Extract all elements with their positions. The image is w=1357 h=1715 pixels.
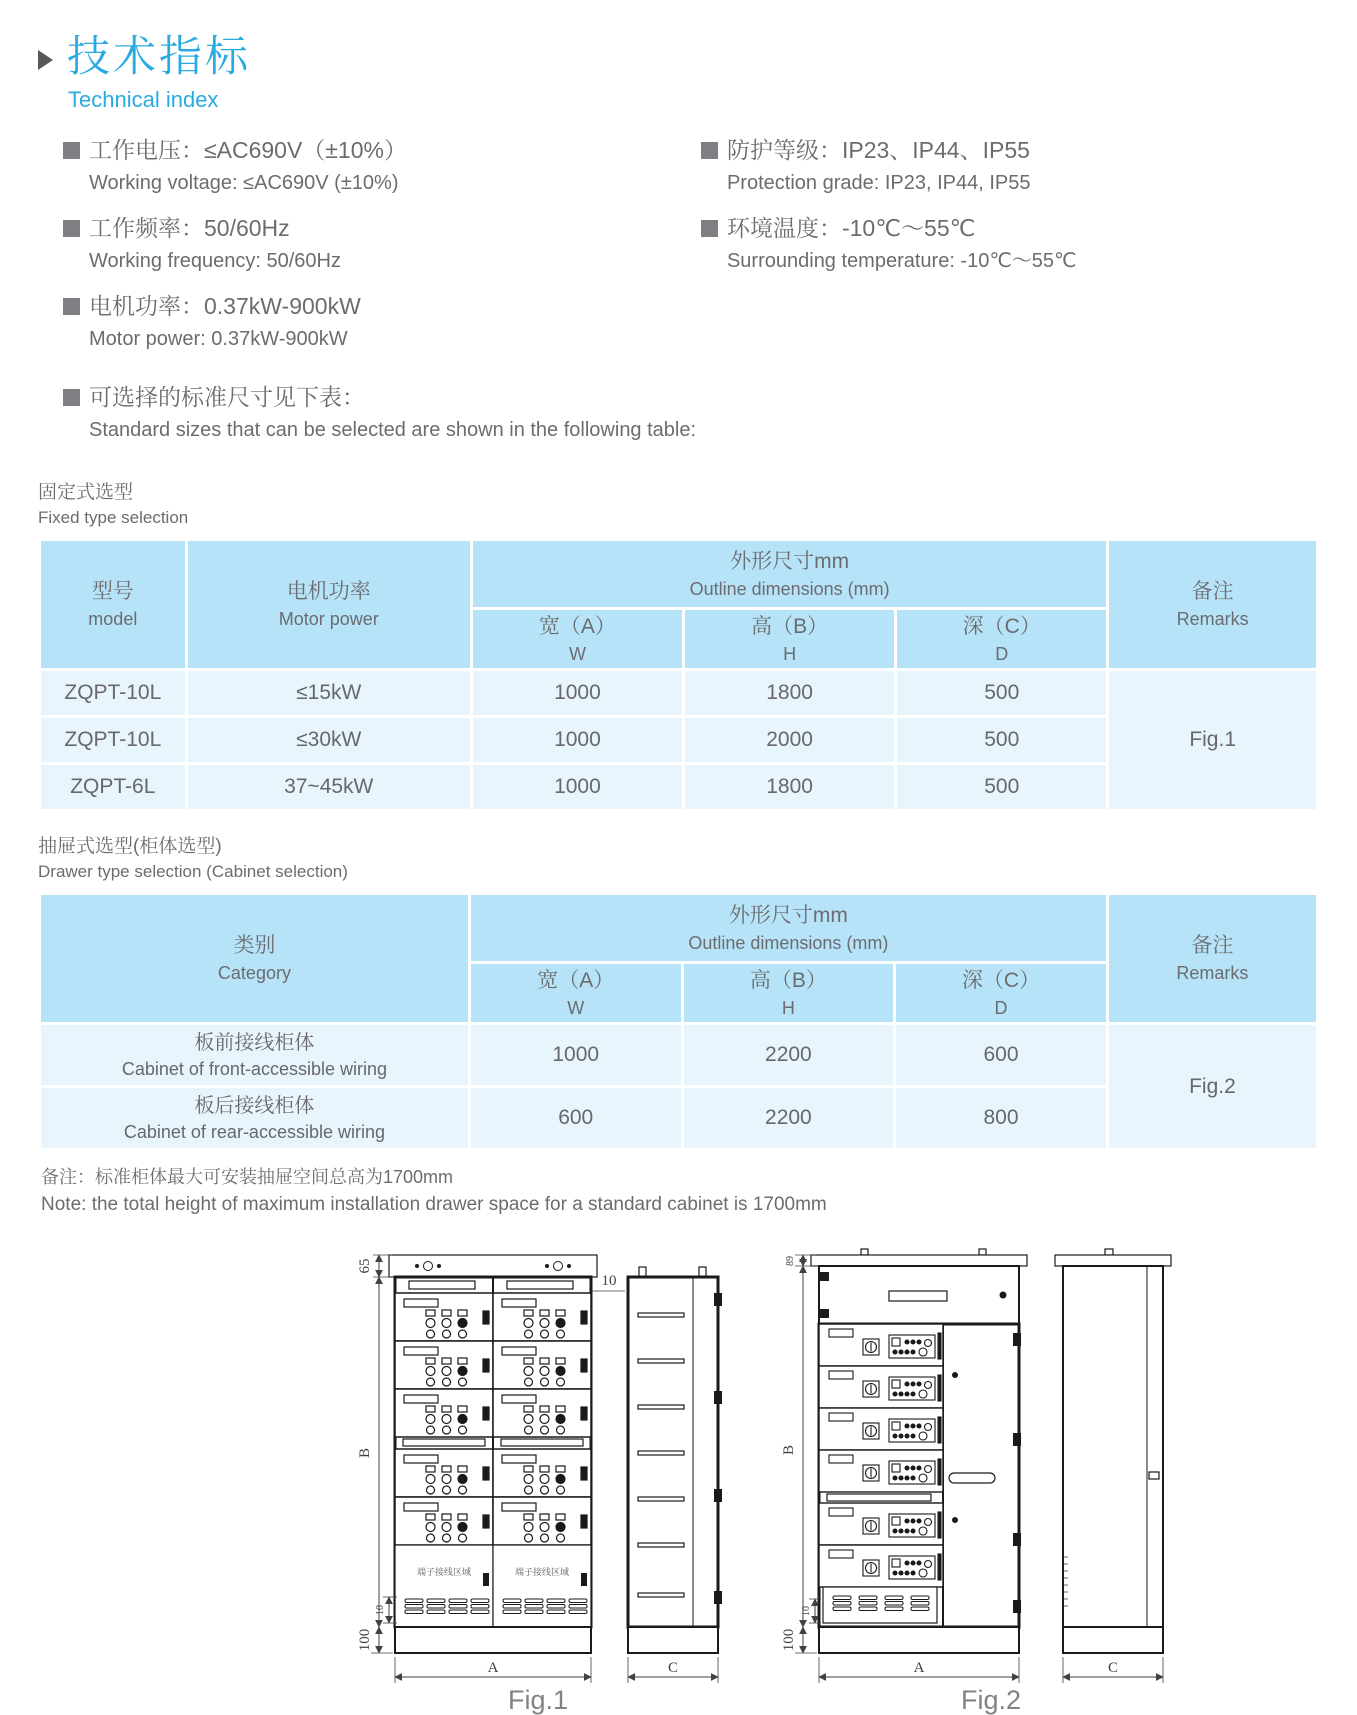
spec-text-en: Working frequency: 50/60Hz: [89, 250, 341, 273]
fig1-drawing: [333, 1225, 733, 1715]
fig1-dim-height: B: [357, 1448, 373, 1459]
spec-text-en: Working voltage: ≤AC690V (±10%): [89, 172, 399, 195]
col-header-remarks: 备注 Remarks: [1109, 541, 1316, 668]
fig1-dim-top-right: 10: [601, 1273, 617, 1290]
col-header-category: 类别 Category: [41, 895, 468, 1022]
spec-text-zh: 工作频率：50/60Hz: [89, 215, 290, 242]
spec-text-zh: 环境温度：-10℃～55℃: [726, 215, 976, 242]
col-header-motor-power: 电机功率 Motor power: [188, 541, 470, 668]
spec-text-en: Surrounding temperature: -10℃～55℃: [726, 250, 1077, 273]
fig2-dim-inner: 10: [801, 1606, 812, 1617]
spec-text-zh: 可选择的标准尺寸见下表：: [89, 384, 365, 411]
fig2-dim-base: 100: [781, 1629, 797, 1652]
cell-width: 1000: [473, 718, 682, 762]
spec-text-en: Standard sizes that can be selected are shown in the following table:: [89, 419, 697, 442]
figures-section: [38, 1225, 1319, 1715]
section-arrow-icon: [38, 50, 53, 70]
cell-model: ZQPT-10L: [41, 671, 185, 715]
fig1-front-view: [389, 1255, 597, 1653]
drawer-table-caption: [38, 834, 1319, 884]
table-row: [41, 1025, 1316, 1085]
cell-depth: 800: [896, 1088, 1106, 1148]
bullet-square-icon: [701, 220, 718, 237]
cell-height: 1800: [685, 671, 894, 715]
fixed-table-caption: [38, 480, 1319, 530]
cell-power: ≤30kW: [188, 718, 470, 762]
cell-model: ZQPT-10L: [41, 718, 185, 762]
spec-text-zh: 防护等级：IP23、IP44、IP55: [726, 137, 1030, 164]
fixed-table-caption-en: Fixed type selection: [38, 508, 189, 528]
col-header-width: 宽（A） W: [473, 610, 682, 668]
fig1-dim-width: A: [487, 1660, 499, 1677]
spec-text-zh: 工作电压：≤AC690V（±10%）: [89, 137, 407, 164]
drawer-table-caption-zh: 抽屉式选型(柜体选型): [38, 836, 222, 858]
cell-depth: 600: [896, 1025, 1106, 1085]
col-header-remarks: 备注 Remarks: [1109, 895, 1316, 1022]
fig2-side-view: [1055, 1249, 1171, 1653]
fixed-table-caption-zh: 固定式选型: [38, 482, 134, 504]
col-header-model: 型号 model: [41, 541, 185, 668]
cell-remark: Fig.2: [1109, 1025, 1316, 1148]
spec-column-left: [63, 133, 701, 458]
spec-list: [38, 133, 1319, 458]
fig1-terminal-area-label: 端子接线区域: [416, 1567, 472, 1578]
bullet-square-icon: [63, 220, 80, 237]
cell-width: 1000: [471, 1025, 681, 1085]
bullet-square-icon: [63, 389, 80, 406]
drawer-table-caption-en: Drawer type selection (Cabinet selection): [38, 862, 348, 882]
page-title: 技术指标: [67, 33, 251, 81]
col-header-width: 宽（A） W: [471, 964, 681, 1022]
cell-power: ≤15kW: [188, 671, 470, 715]
spec-item-working-voltage: [63, 133, 701, 200]
fig1-dim-base: 100: [357, 1629, 373, 1652]
spec-item-working-frequency: [63, 211, 701, 278]
fig1-dim-top: 65: [357, 1258, 373, 1274]
cell-category: 板前接线柜体 Cabinet of front-accessible wiring: [41, 1025, 468, 1085]
cell-remark: Fig.1: [1109, 671, 1316, 809]
col-header-outline-dimensions: 外形尺寸mm Outline dimensions (mm): [471, 895, 1106, 961]
fig1-dim-depth: C: [667, 1660, 679, 1677]
cell-depth: 500: [897, 718, 1106, 762]
cell-height: 2000: [685, 718, 894, 762]
cell-model: ZQPT-6L: [41, 765, 185, 809]
fig1-caption: Fig.1: [507, 1685, 569, 1715]
cell-height: 2200: [684, 1088, 894, 1148]
col-header-outline-dimensions: 外形尺寸mm Outline dimensions (mm): [473, 541, 1106, 607]
page-header: [38, 34, 1319, 81]
cell-power: 37~45kW: [188, 765, 470, 809]
fig2-dim-depth: C: [1107, 1660, 1119, 1677]
col-header-height: 高（B） H: [684, 964, 894, 1022]
fig2-dim-top: 89: [785, 1256, 796, 1267]
fig2-dim-height: B: [781, 1445, 797, 1456]
bullet-square-icon: [63, 142, 80, 159]
cell-category: 板后接线柜体 Cabinet of rear-accessible wiring: [41, 1088, 468, 1148]
cell-depth: 500: [897, 765, 1106, 809]
fig2-caption: Fig.2: [960, 1685, 1022, 1715]
spec-text-zh: 电机功率：0.37kW-900kW: [89, 293, 361, 320]
cell-depth: 500: [897, 671, 1106, 715]
cell-height: 2200: [684, 1025, 894, 1085]
drawer-type-table: [38, 892, 1319, 1151]
cell-height: 1800: [685, 765, 894, 809]
col-header-depth: 深（C） D: [896, 964, 1106, 1022]
table-note-zh: 备注：标准柜体最大可安装抽屉空间总高为1700mm: [41, 1167, 454, 1188]
col-header-height: 高（B） H: [685, 610, 894, 668]
fig2-front-view: [811, 1249, 1027, 1653]
spec-column-right: [701, 133, 1319, 458]
table-note-en: Note: the total height of maximum installation drawer space for a standard cabinet is 1700mm: [41, 1194, 827, 1216]
fig2-drawing: [761, 1225, 1191, 1715]
spec-text-en: Motor power: 0.37kW-900kW: [89, 328, 348, 351]
cell-width: 1000: [473, 765, 682, 809]
cell-width: 1000: [473, 671, 682, 715]
bullet-square-icon: [63, 298, 80, 315]
table-note: [41, 1163, 1319, 1219]
fig1-terminal-area-label: 端子接线区域: [514, 1567, 570, 1578]
spec-text-en: Protection grade: IP23, IP44, IP55: [726, 172, 1031, 195]
spec-item-surrounding-temperature: [701, 211, 1319, 278]
fig1-dim-inner: 10: [375, 1605, 386, 1616]
col-header-depth: 深（C） D: [897, 610, 1106, 668]
cell-width: 600: [471, 1088, 681, 1148]
fig2-dim-width: A: [913, 1660, 925, 1677]
page-subtitle: Technical index: [68, 87, 219, 113]
spec-item-standard-sizes: [63, 380, 701, 447]
spec-item-motor-power: [63, 289, 701, 356]
spec-item-protection-grade: [701, 133, 1319, 200]
table-row: [41, 671, 1316, 715]
fixed-type-table: [38, 538, 1319, 812]
bullet-square-icon: [701, 142, 718, 159]
fig1-side-view: [628, 1267, 722, 1653]
